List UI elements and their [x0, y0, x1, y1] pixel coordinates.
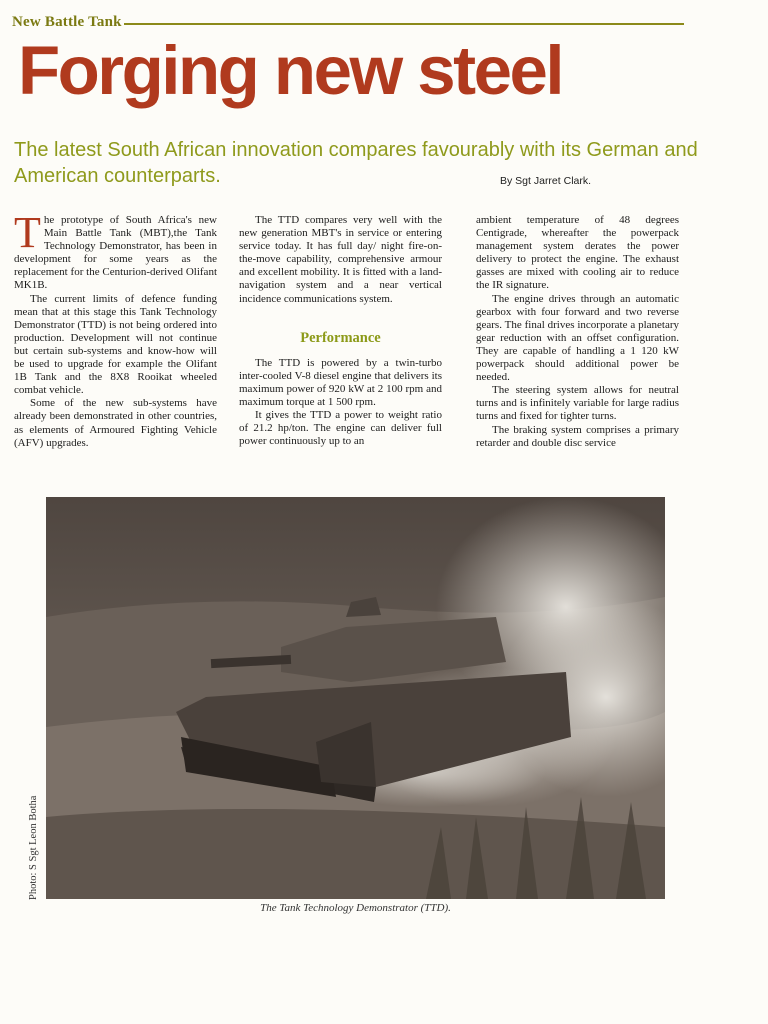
standfirst: The latest South African innovation compares favourably with its German and American counterparts.	[14, 139, 698, 187]
headline: Forging new steel	[18, 32, 563, 109]
subhead-performance: Performance	[300, 329, 381, 346]
paragraph: It gives the TTD a power to weight ratio of 21.2 hp/ton. The engine can deliver full power continuously up to an	[239, 409, 442, 448]
paragraph: The steering system allows for neutral turns and is infinitely variable for large radius turns and fixed for tighter turns.	[476, 384, 679, 423]
drop-cap: T	[14, 208, 41, 257]
paragraph: Some of the new sub-systems have already been demonstrated in other countries, as elements of Armoured Fighting Vehicle (AFV) upgrades.	[14, 397, 217, 449]
paragraph: The TTD is powered by a twin-turbo inter-cooled V-8 diesel engine that delivers its maximum power of 920 kW at 2 100 rpm and maximum torque at 1 500 rpm.	[239, 356, 442, 409]
section-header	[12, 14, 684, 31]
paragraph: ambient temperature of 48 degrees Centigrade, whereafter the powerpack management system derates the power delivery to protect the engine. The exhaust gasses are mixed with cooling air to reduce the IR signature.	[476, 214, 679, 292]
paragraph-text: he prototype of South Africa's new Main Battle Tank (MBT),the Tank Technology Demonstrator, has been in development for some years as the replacement for the Centurion-derived Olifant MK1B.	[14, 214, 217, 292]
paragraph: The engine drives through an automatic gearbox with four forward and two reverse gears. The final drives incorporate a planetary gear reduction with an offset configuration. They are capable of handling a 1 120 kW powerpack should additional power be needed.	[476, 292, 679, 384]
article-column-1	[14, 208, 217, 450]
section-label: New Battle Tank	[12, 14, 122, 30]
paragraph: The current limits of defence funding mean that at this stage this Tank Technology Demonstrator (TTD) is not being ordered into production. Development will not continue but certain sub-systems and know-how will be used to upgrade for example the Olifant 1B Tank and the 8X8 Rooikat wheeled combat vehicle.	[14, 292, 217, 397]
section-rule	[124, 23, 684, 25]
article-column-3	[476, 214, 679, 450]
byline: By Sgt Jarret Clark.	[500, 175, 592, 187]
tank-photo	[46, 497, 665, 899]
photo-credit: Photo: S Sgt Leon Botha	[28, 795, 39, 900]
photo-caption: The Tank Technology Demonstrator (TTD).	[260, 902, 451, 914]
tank-illustration	[46, 497, 665, 899]
paragraph: The braking system comprises a primary retarder and double disc service	[476, 423, 679, 449]
article-column-2	[239, 214, 442, 448]
paragraph	[14, 208, 217, 293]
paragraph: The TTD compares very well with the new generation MBT's in service or entering service today. It has full day/ night fire-on-the-move capability, comprehensive armour and excellent mobility. It is fitted with a land-navigation system and a near vertical incidence communications system.	[239, 214, 442, 305]
